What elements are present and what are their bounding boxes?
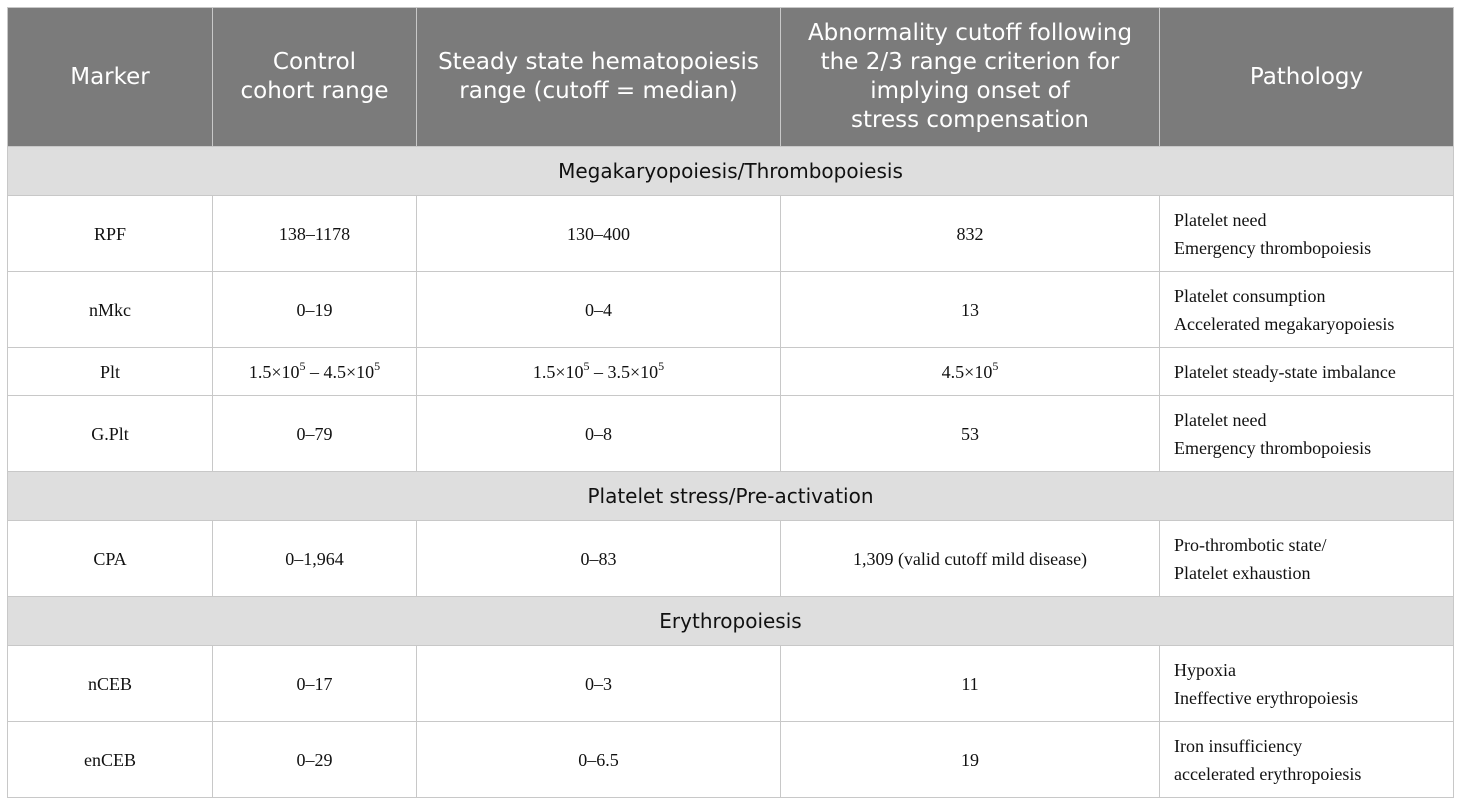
cell-pathology xyxy=(1160,396,1454,472)
header-line: Abnormality cutoff following xyxy=(807,20,1133,46)
cell-marker: nCEB xyxy=(8,646,213,722)
cell-pathology xyxy=(1160,272,1454,348)
pathology-line: Accelerated megakaryopoiesis xyxy=(1174,313,1395,334)
section-title: Megakaryopoiesis/Thrombopoiesis xyxy=(8,147,1454,196)
cell-cutoff: 832 xyxy=(781,196,1160,272)
cell-control-range xyxy=(213,348,417,396)
pathology-line: Iron insufficiency xyxy=(1174,735,1303,756)
pathology-line: Platelet need xyxy=(1174,409,1267,430)
header-line: cohort range xyxy=(240,78,389,104)
cell-marker: enCEB xyxy=(8,722,213,798)
pathology-line: Emergency thrombopoiesis xyxy=(1174,237,1372,258)
header-line: Pathology xyxy=(1249,63,1364,90)
cell-cutoff: 1,309 (valid cutoff mild disease) xyxy=(781,521,1160,597)
exponent: 5 xyxy=(992,358,999,373)
reference-ranges-table xyxy=(7,7,1454,798)
cell-steady-range xyxy=(417,348,781,396)
header-line: stress compensation xyxy=(851,107,1089,133)
cell-steady-range: 0–83 xyxy=(417,521,781,597)
pathology-line: Platelet need xyxy=(1174,209,1267,230)
cell-marker: CPA xyxy=(8,521,213,597)
header-line: Control xyxy=(272,49,357,75)
table-row xyxy=(8,348,1454,396)
table-row xyxy=(8,646,1454,722)
cell-cutoff xyxy=(781,348,1160,396)
cell-steady-range: 130–400 xyxy=(417,196,781,272)
value-text: 1.5×10 xyxy=(532,361,584,382)
cell-control-range: 0–19 xyxy=(213,272,417,348)
header-line: implying onset of xyxy=(870,78,1070,104)
pathology-line: accelerated erythropoiesis xyxy=(1174,763,1362,784)
pathology-line: Pro-thrombotic state/ xyxy=(1174,534,1327,555)
cell-cutoff: 19 xyxy=(781,722,1160,798)
exponent: 5 xyxy=(374,358,381,373)
table-row xyxy=(8,722,1454,798)
table-row xyxy=(8,396,1454,472)
cell-control-range: 0–29 xyxy=(213,722,417,798)
cell-steady-range: 0–4 xyxy=(417,272,781,348)
cell-control-range: 0–1,964 xyxy=(213,521,417,597)
cell-pathology xyxy=(1160,646,1454,722)
exponent: 5 xyxy=(299,358,306,373)
section-title: Platelet stress/Pre-activation xyxy=(8,472,1454,521)
cell-control-range: 0–79 xyxy=(213,396,417,472)
header-line: Steady state hematopoiesis xyxy=(438,49,759,75)
cell-steady-range: 0–6.5 xyxy=(417,722,781,798)
pathology-line: Platelet consumption xyxy=(1174,285,1326,306)
exponent: 5 xyxy=(658,358,665,373)
header-marker xyxy=(8,8,213,147)
value-text: 4.5×10 xyxy=(941,361,993,382)
header-line: Marker xyxy=(70,63,150,90)
header-control-range xyxy=(213,8,417,147)
table-row xyxy=(8,272,1454,348)
section-title: Erythropoiesis xyxy=(8,597,1454,646)
table-row xyxy=(8,521,1454,597)
pathology-line: Hypoxia xyxy=(1174,659,1236,680)
pathology-line: Platelet steady-state imbalance xyxy=(1174,361,1396,382)
table-row xyxy=(8,196,1454,272)
cell-pathology xyxy=(1160,348,1454,396)
pathology-line: Platelet exhaustion xyxy=(1174,562,1311,583)
cell-cutoff: 53 xyxy=(781,396,1160,472)
value-text: – 4.5×10 xyxy=(305,361,375,382)
cell-cutoff: 11 xyxy=(781,646,1160,722)
cell-control-range: 0–17 xyxy=(213,646,417,722)
cell-cutoff: 13 xyxy=(781,272,1160,348)
pathology-line: Emergency thrombopoiesis xyxy=(1174,437,1372,458)
cell-marker: Plt xyxy=(8,348,213,396)
section-row xyxy=(8,597,1454,646)
exponent: 5 xyxy=(583,358,590,373)
cell-marker: RPF xyxy=(8,196,213,272)
cell-control-range: 138–1178 xyxy=(213,196,417,272)
cell-pathology xyxy=(1160,521,1454,597)
value-text: – 3.5×10 xyxy=(589,361,659,382)
cell-steady-range: 0–8 xyxy=(417,396,781,472)
value-text: 1.5×10 xyxy=(248,361,300,382)
header-steady-state-range xyxy=(417,8,781,147)
cell-pathology xyxy=(1160,196,1454,272)
cell-marker: nMkc xyxy=(8,272,213,348)
section-row xyxy=(8,147,1454,196)
header-line: range (cutoff = median) xyxy=(459,78,738,104)
cell-steady-range: 0–3 xyxy=(417,646,781,722)
cell-marker: G.Plt xyxy=(8,396,213,472)
pathology-line: Ineffective erythropoiesis xyxy=(1174,687,1359,708)
header-row xyxy=(8,8,1454,147)
header-line: the 2/3 range criterion for xyxy=(820,49,1120,75)
section-row xyxy=(8,472,1454,521)
header-pathology xyxy=(1160,8,1454,147)
cell-pathology xyxy=(1160,722,1454,798)
header-abnormality-cutoff xyxy=(781,8,1160,147)
